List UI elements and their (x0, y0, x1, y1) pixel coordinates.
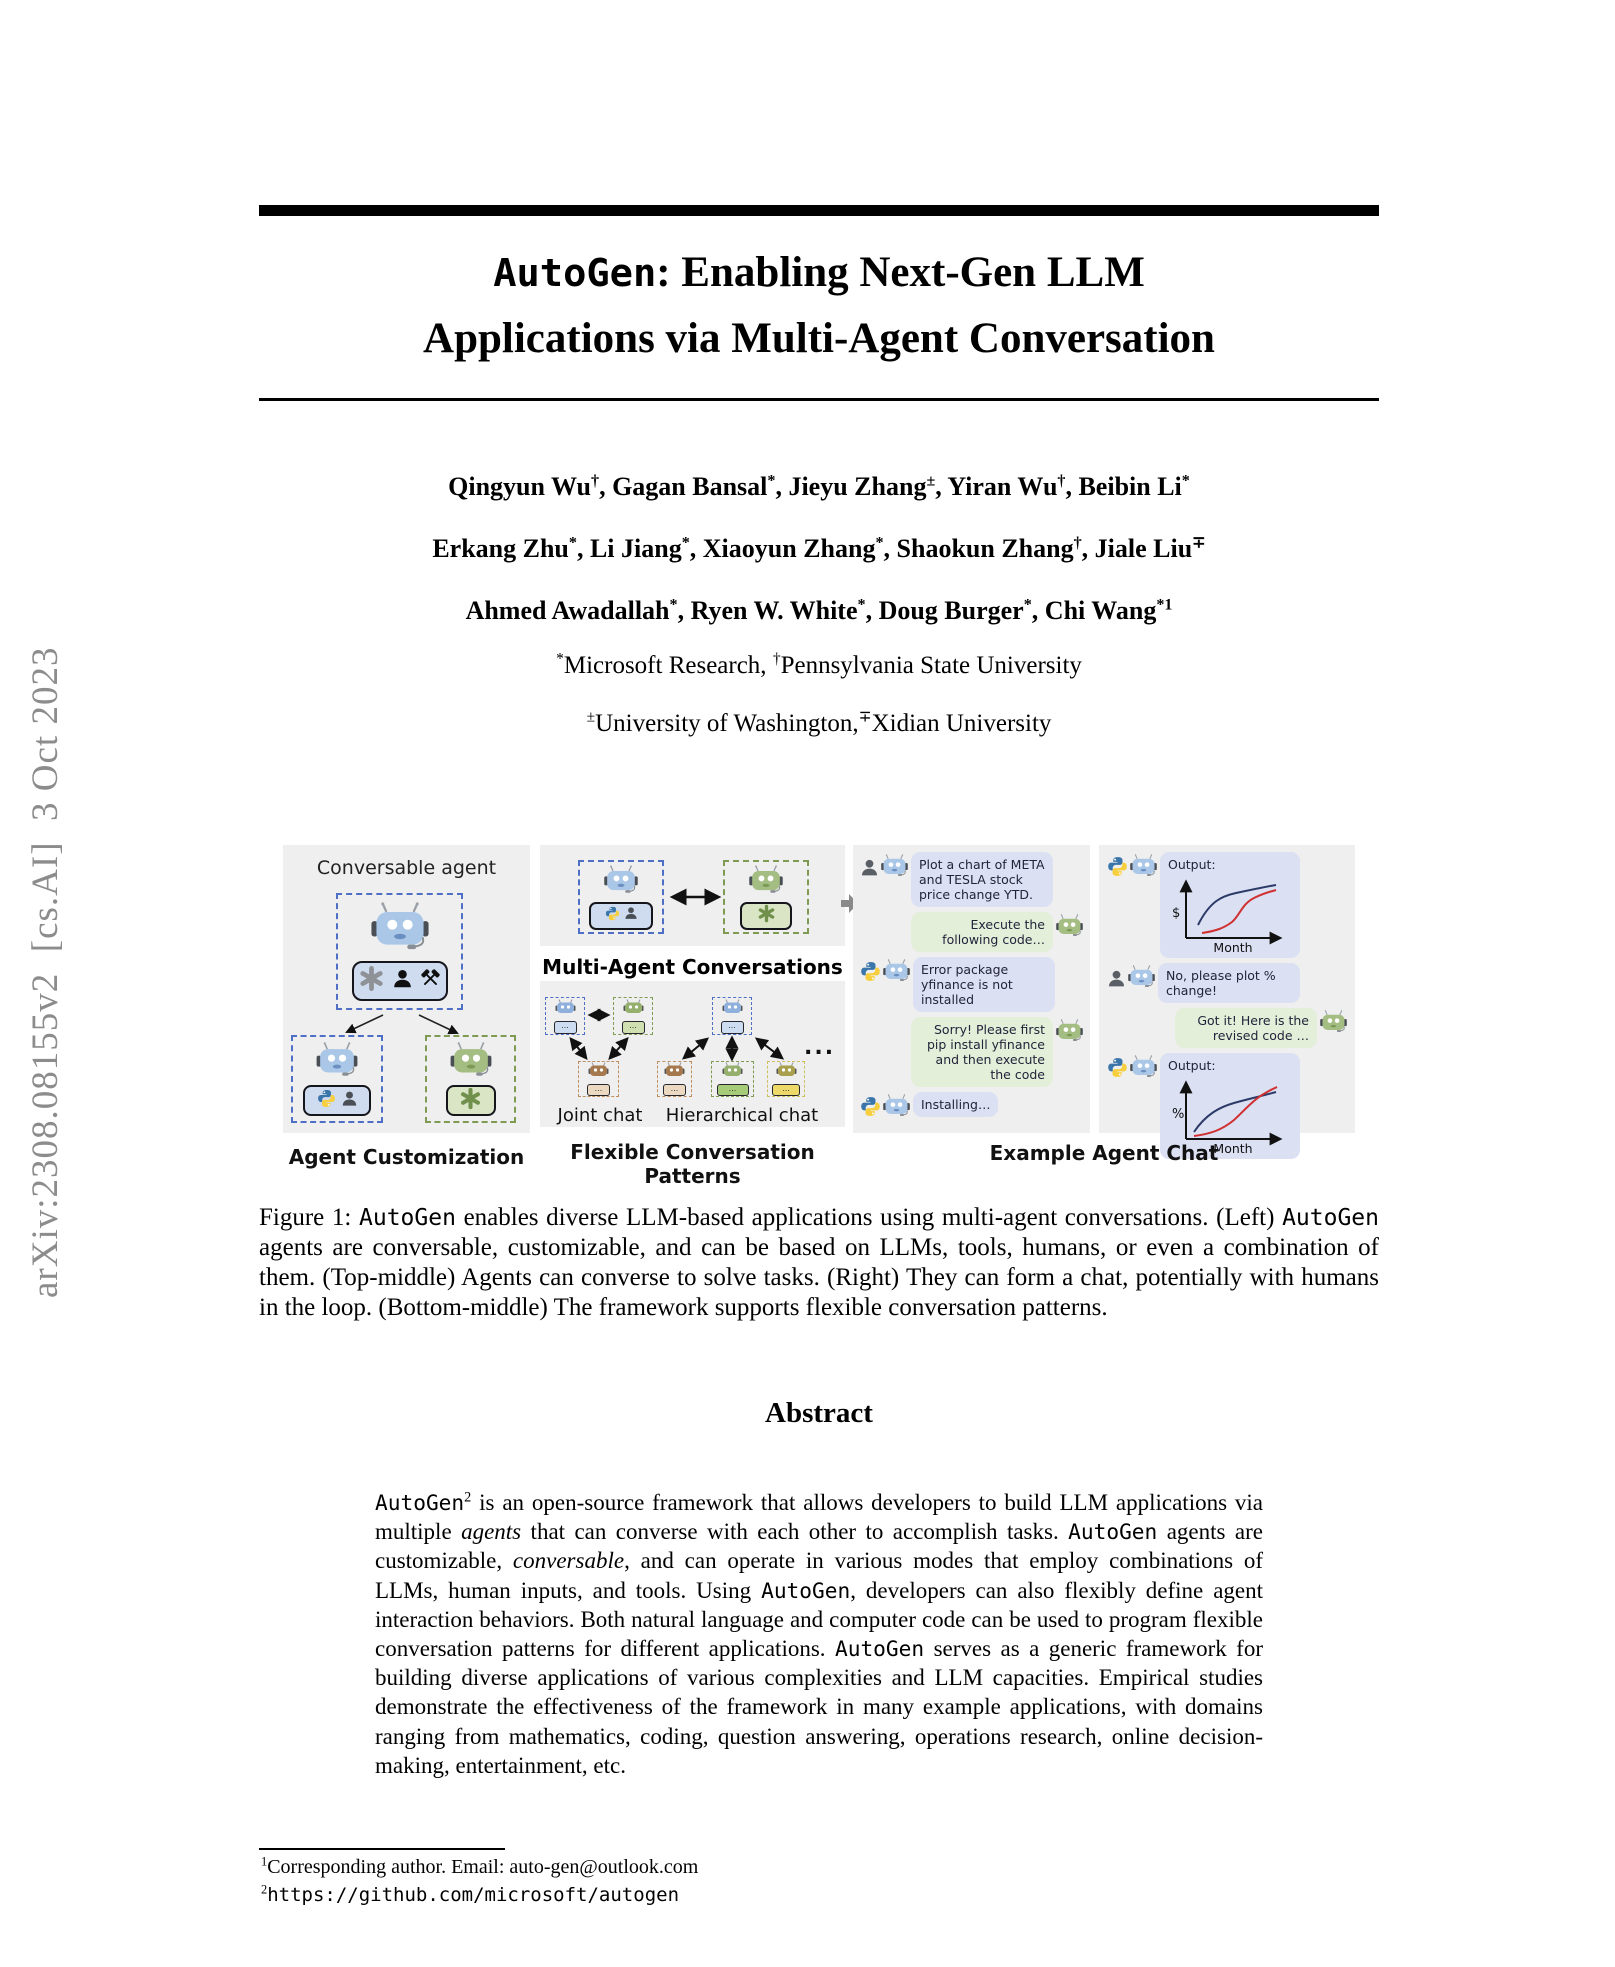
agent-node: ... (545, 997, 585, 1035)
autogen-wordmark: AutoGen (493, 251, 657, 296)
author: Jiale Liu (1094, 534, 1193, 563)
robot-icon (749, 865, 783, 899)
author: Gagan Bansal (612, 472, 768, 501)
avatar-group (860, 852, 908, 882)
author: Yiran Wu (947, 472, 1058, 501)
python-icon (860, 1096, 881, 1122)
avatar-group (1056, 912, 1083, 942)
agent-node: ... (657, 1061, 692, 1097)
chat-bubble: Got it! Here is the revised code … (1175, 1008, 1317, 1048)
llm-agent-box (425, 1035, 516, 1123)
paper-title-line2: Applications via Multi-Agent Conversation (423, 315, 1215, 362)
python-icon (1107, 1057, 1128, 1083)
footnote-rule (259, 1848, 505, 1850)
robot-icon (722, 1062, 743, 1082)
author-line: Erkang Zhu*, Li Jiang*, Xiaoyun Zhang*, Shaokun Zhang†, Jiale Liu∓ (432, 534, 1206, 563)
svg-text:$: $ (1172, 906, 1181, 921)
joint-chat-label: Joint chat (557, 1105, 643, 1126)
top-rule (259, 205, 1379, 216)
figure-panel-multi-agent (540, 845, 845, 946)
robot-green-icon (1320, 1010, 1347, 1038)
author: Ryen W. White (690, 596, 858, 625)
abstract-heading: Abstract (765, 1397, 873, 1429)
avatar-group (1056, 1017, 1083, 1047)
robot-blue-icon (883, 1094, 910, 1122)
footnote-1: $^1$Corresponding author. Email: auto-gen@outlook.com (261, 1854, 699, 1878)
author: Xiaoyun Zhang (702, 534, 876, 563)
paper-title (259, 240, 1379, 371)
author-line: Ahmed Awadallah*, Ryen W. White*, Doug Burger*, Chi Wang$^{*1}$ (465, 596, 1173, 625)
affiliation: Pennsylvania State University (780, 652, 1082, 679)
author: Qingyun Wu (448, 472, 591, 501)
author: Shaokun Zhang (896, 534, 1074, 563)
human-tool-agent-box (291, 1035, 383, 1123)
robot-icon (623, 999, 644, 1019)
avatar-group (1107, 963, 1155, 993)
hierarchical-chat-label: Hierarchical chat (665, 1105, 819, 1126)
agent-node: ... (767, 1061, 805, 1097)
robot-icon (664, 1062, 685, 1082)
avatar-group (1320, 1008, 1347, 1038)
chat-message (1107, 852, 1347, 958)
robot-blue-icon (1130, 1055, 1157, 1083)
more-patterns-ellipsis: ... (804, 1035, 836, 1060)
affiliation-line: *Microsoft Research, †Pennsylvania State University (556, 650, 1082, 679)
affiliation: Microsoft Research, (563, 652, 773, 679)
author: Li Jiang (589, 534, 682, 563)
github-link[interactable]: https://github.com/microsoft/autogen (267, 1884, 680, 1906)
robot-green-icon (1056, 1019, 1083, 1047)
agent-node: ... (578, 1061, 619, 1097)
chat-bubble: Sorry! Please first pip install yfinance and then execute the code (911, 1017, 1053, 1087)
robot-icon (722, 999, 743, 1019)
robot-blue-icon (1130, 854, 1157, 882)
agent-b-box (723, 860, 809, 934)
author: Erkang Zhu (432, 534, 569, 563)
openai-icon (757, 904, 776, 928)
chat-message (860, 1092, 1083, 1122)
python-human-pill (303, 1085, 371, 1116)
svg-text:Month: Month (1213, 1141, 1253, 1154)
affiliation-line: ±University of Washington,∓Xidian University (586, 708, 1052, 737)
openai-pill (446, 1085, 496, 1116)
avatar-group (1107, 852, 1157, 882)
robot-green-icon (1056, 914, 1083, 942)
paper-title-line1: AutoGen: Enabling Next-Gen LLM (493, 249, 1145, 296)
robot-icon (316, 1042, 358, 1082)
chat-bubble: Plot a chart of META and TESLA stock price change YTD. (911, 852, 1053, 907)
example-chat-column-2 (1099, 845, 1355, 1154)
title-rule (259, 398, 1379, 401)
robot-icon (776, 1062, 797, 1082)
python-icon (317, 1089, 336, 1113)
author-line: Qingyun Wu†, Gagan Bansal*, Jieyu Zhang±, Yiran Wu†, Beibin Li* (448, 472, 1190, 501)
chat-message (860, 912, 1083, 952)
example-chat-column-1 (853, 845, 1090, 1133)
agent-node: ... (712, 997, 752, 1035)
person-icon (1107, 969, 1126, 993)
author: Beibin Li (1078, 472, 1182, 501)
caption-agent-customization: Agent Customization (288, 1145, 525, 1169)
svg-text:%: % (1172, 1107, 1185, 1122)
footnote-2: $^2$https://github.com/microsoft/autogen (261, 1882, 680, 1906)
chat-bubble: Execute the following code… (911, 912, 1053, 952)
python-icon (1107, 856, 1128, 882)
affiliation: University of Washington, (595, 710, 859, 737)
robot-icon (450, 1042, 492, 1082)
chat-message (1107, 963, 1347, 1003)
abstract-body: AutoGen$^2$ is an open-source framework that allows developers to build LLM applications via multiple agents that can converse with each other to accomplish tasks. AutoGen agents are customizable, conversable, and can operate in various modes that employ combinations of LLMs, human inputs, and tools. Using AutoGen, developers can also flexibly define agent interaction behaviors. Both natural language and computer code can be used to program flexible conversation patterns for different applications. AutoGen serves as a generic framework for building diverse applications of various complexities and LLM capacities. Empirical studies demonstrate the effectiveness of the framework in many example applications, with domains ranging from mathematics, coding, question answering, operations research, online decision-making, entertainment, etc. (375, 1489, 1263, 1778)
python-icon (860, 961, 881, 987)
agent-node: ... (613, 997, 653, 1035)
chat-message (860, 957, 1083, 1012)
agent-node: ... (711, 1061, 754, 1097)
robot-icon (588, 1062, 609, 1082)
chat-bubble: Error package yfinance is not installed (913, 957, 1055, 1012)
openai-pill (740, 902, 792, 930)
chat-message (860, 852, 1083, 907)
caption-example-agent-chat: Example Agent Chat (989, 1141, 1219, 1165)
robot-blue-icon (883, 959, 910, 987)
chat-bubble: Output: $ Month (1160, 852, 1300, 958)
conversable-agent-label: Conversable agent (316, 857, 497, 879)
openai-icon (459, 1087, 482, 1115)
chat-bubble: Output: % Month (1160, 1053, 1300, 1159)
chat-bubble: Installing… (913, 1092, 998, 1117)
caption-flexible-conversation-patterns: Flexible Conversation Patterns (570, 1140, 815, 1188)
figure-panel-conversation-patterns (540, 981, 845, 1127)
chat-message (860, 1017, 1083, 1087)
robot-blue-icon (881, 854, 908, 882)
author: Doug Burger (878, 596, 1024, 625)
chat-bubble: No, please plot % change! (1158, 963, 1300, 1003)
figure-panel-agent-customization (283, 845, 530, 1133)
caption-multi-agent-conversations: Multi-Agent Conversations (542, 955, 843, 979)
author: Jieyu Zhang (788, 472, 927, 501)
email-link[interactable]: auto-gen@outlook.com (509, 1856, 699, 1878)
person-icon (341, 1090, 358, 1112)
author: Chi Wang (1044, 596, 1157, 625)
chat-message (1107, 1008, 1347, 1048)
figure-caption: Figure 1: AutoGen enables diverse LLM-based applications using multi-agent conversations. (Left) AutoGen agents are conversable, customizable, and can be based on LLMs, tools, humans, or even a combination of them. (Top-middle) Agents can converse to solve tasks. (Right) They can form a chat, potentially with humans in the loop. (Bottom-middle) The framework supports flexible conversation patterns. (259, 1204, 1379, 1321)
author: Ahmed Awadallah (465, 596, 670, 625)
avatar-group (860, 1092, 910, 1122)
svg-text:Month: Month (1213, 940, 1253, 953)
stock-chart (1168, 875, 1292, 953)
arxiv-watermark: arXiv:2308.08155v2 [cs.AI] 3 Oct 2023 (25, 646, 66, 1298)
affiliation: Xidian University (871, 710, 1052, 737)
robot-icon (555, 999, 576, 1019)
avatar-group (860, 957, 910, 987)
person-icon (860, 858, 879, 882)
avatar-group (1107, 1053, 1157, 1083)
robot-blue-icon (1128, 965, 1155, 993)
